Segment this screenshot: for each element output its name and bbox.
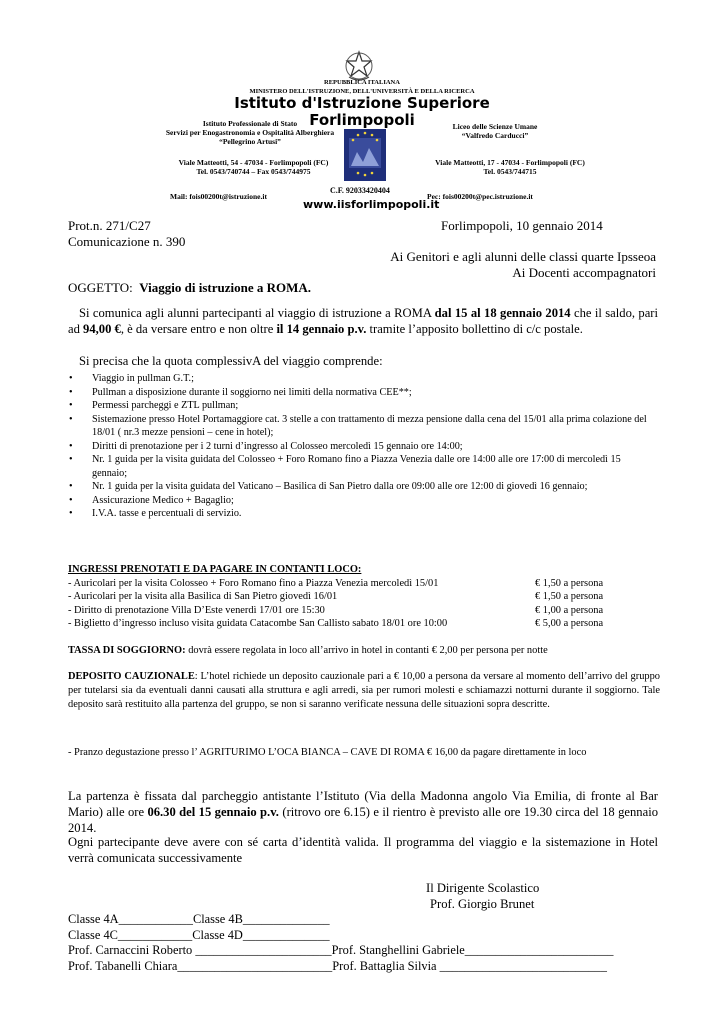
deposit-label: DEPOSITO CAUZIONALE — [68, 671, 195, 682]
list-item: • Pullman a disposizione durante il soggiorno nei limiti della normativa CEE**; — [68, 386, 658, 400]
left-phone: Tel. 0543/740744 – Fax 0543/744975 — [196, 167, 311, 176]
left-school-line2: Servizi per Enogastronomia e Ospitalità Alberghiera — [165, 128, 335, 137]
class-field[interactable]: Classe 4D______________ — [192, 928, 330, 942]
subject-label: OGGETTO: — [68, 280, 133, 295]
recipients-line2: Ai Docenti accompagnatori — [512, 265, 656, 280]
right-school-line2: “Valfredo Carducci” — [461, 131, 529, 140]
ingressi-title: INGRESSI PRENOTATI E DA PAGARE IN CONTANTI LOCO: — [68, 564, 362, 575]
website-link[interactable]: www.iisforlimpopoli.it — [303, 198, 440, 211]
pec-address: Pec: fois00200t@pec.istruzione.it — [427, 192, 533, 201]
ingressi-desc: - Auricolari per la visita alla Basilica di San Pietro giovedì 16/01 — [68, 591, 338, 602]
left-address: Viale Matteotti, 54 - 47034 - Forlimpopoli (FC) — [178, 158, 329, 167]
teacher-field[interactable]: Prof. Battaglia Silvia ___________________________ — [332, 959, 607, 973]
institute-name: Istituto d'Istruzione Superiore — [234, 94, 490, 112]
ingressi-price: € 1,50 a persona — [535, 591, 604, 602]
teacher-row — [68, 958, 607, 974]
intro-paragraph — [68, 305, 658, 337]
intro-dates: dal 15 al 18 gennaio 2014 — [434, 306, 571, 320]
fiscal-code: C.F. 92033420404 — [330, 186, 390, 195]
list-item: • Assicurazione Medico + Bagaglio; — [68, 494, 658, 508]
left-school-line1: Istituto Professionale di Stato — [202, 119, 298, 128]
left-contact-block — [166, 158, 341, 176]
right-school-block — [425, 122, 565, 140]
departure-text-a: La partenza è fissata dal parcheggio antistante l’Istituto (Via della Madonna angolo Via Emilia, di fronte al Bar Mario) alle ore — [68, 789, 658, 819]
ingressi-desc: - Diritto di prenotazione Villa D’Este venerdì 17/01 ore 15:30 — [68, 604, 325, 616]
ingressi-desc: - Auricolari per la visita Colosseo + Foro Romano fino a Piazza Venezia mercoledì 15/01 — [68, 577, 439, 589]
left-school-block — [150, 119, 350, 146]
communication-number: Comunicazione n. 390 — [68, 234, 186, 249]
intro-deadline: il 14 gennaio p.v. — [276, 322, 367, 336]
teacher-field[interactable]: Prof. Tabanelli Chiara_________________________ — [68, 959, 333, 973]
class-row — [68, 927, 330, 943]
class-field[interactable]: Classe 4C____________ — [68, 928, 193, 942]
departure-paragraph — [68, 788, 658, 836]
table-row — [68, 617, 658, 631]
departure-text-c: (ritrovo ore 6.15) e il rientro è previsto alle ore 19.30 circa del 18 gennaio 2014. — [68, 805, 658, 835]
ministry-label: MINISTERO DELL'ISTRUZIONE, DELL'UNIVERSITÀ E DELLA RICERCA — [249, 88, 475, 95]
intro-amount: 94,00 € — [83, 322, 121, 336]
intro-text-a: Si comunica agli alunni partecipanti al viaggio di istruzione a ROMA — [79, 306, 435, 320]
class-field[interactable]: Classe 4A____________ — [68, 912, 193, 926]
right-address: Viale Matteotti, 17 - 47034 - Forlimpopoli (FC) — [435, 158, 585, 167]
left-school-line3: “Pellegrino Artusi” — [219, 137, 281, 146]
list-item: • Viaggio in pullman G.T.; — [68, 372, 658, 386]
list-item: • Permessi parcheggi e ZTL pullman; — [68, 399, 658, 413]
ingressi-price: € 5,00 a persona — [535, 618, 604, 629]
teacher-field[interactable]: Prof. Carnaccini Roberto ______________________ — [68, 943, 332, 957]
list-item: • Diritti di prenotazione per i 2 turni d’ingresso al Colosseo mercoledì 15 gennaio ore 14:00; — [68, 440, 658, 454]
deposit-paragraph — [68, 670, 660, 713]
table-row — [68, 577, 658, 591]
list-item: • I.V.A. tasse e percentuali di servizio. — [68, 507, 658, 521]
mail-address: Mail: fois00200t@istruzione.it — [170, 192, 267, 201]
subject-line — [68, 280, 311, 296]
teacher-row — [68, 942, 613, 958]
intro-text-g: tramite l’apposito bollettino di c/c postale. — [366, 322, 583, 336]
class-field[interactable]: Classe 4B______________ — [192, 912, 330, 926]
institute-city: Forlimpopoli — [309, 111, 415, 129]
right-school-line1: Liceo delle Scienze Umane — [452, 122, 538, 131]
included-intro: Si precisa che la quota complessivA del viaggio comprende: — [79, 354, 383, 368]
class-row — [68, 911, 330, 927]
recipients-line1: Ai Genitori e agli alunni delle classi quarte Ipsseoa — [390, 249, 656, 264]
deposit-text: : L’hotel richiede un deposito cauzionale pari a € 10,00 a persona da versare al momento dell’arrivo del gruppo per tutelarsi sia da eventuali danni causati alla struttura e agli arredi, sia per rumori molesti e schiamazzi notturni durante il soggiorno. Tale deposito sarà restituito alla partenza del gruppo, se non si saranno verificate nessuna delle situazioni sopra descritte. — [68, 671, 660, 711]
subject-text: Viaggio di istruzione a ROMA. — [139, 280, 312, 295]
table-row — [68, 604, 658, 618]
intro-text-e: , è da versare entro e non oltre — [120, 322, 277, 336]
list-item: • Nr. 1 guida per la visita guidata del Colosseo + Foro Romano fino a Piazza Venezia dalle ore 14:00 alle ore 17:00 di mercoledì 15 gennaio; — [68, 453, 658, 480]
signature-name: Prof. Giorgio Brunet — [430, 897, 535, 911]
included-items-list — [68, 372, 658, 521]
right-contact-block — [425, 158, 595, 176]
tourist-tax-paragraph — [68, 644, 660, 658]
italian-republic-emblem-icon — [344, 50, 374, 82]
signature-role: Il Dirigente Scolastico — [426, 881, 540, 895]
right-phone: Tel. 0543/744715 — [483, 167, 537, 176]
tourist-tax-text: dovrà essere regolata in loco all’arrivo in hotel in contanti € 2,00 per persona per notte — [185, 645, 548, 656]
ingressi-price: € 1,50 a persona — [535, 577, 604, 589]
id-document-paragraph: Ogni partecipante deve avere con sé carta d’identità valida. Il programma del viaggio e la sistemazione in Hotel verrà comunicata successivamente — [68, 835, 658, 865]
ingressi-price: € 1,00 a persona — [535, 604, 604, 616]
table-row — [68, 590, 658, 604]
republic-label: REPUBBLICA ITALIANA — [324, 79, 400, 86]
departure-time: 06.30 del 15 gennaio p.v. — [147, 805, 279, 819]
ingressi-desc: - Biglietto d’ingresso incluso visita guidata Catacombe San Callisto sabato 18/01 ore 10:00 — [68, 618, 448, 629]
list-item: • Nr. 1 guida per la visita guidata del Vaticano – Basilica di San Pietro dalla ore 09:00 alle ore 12:00 di giovedì 16 gennaio; — [68, 480, 658, 494]
intro-text-c: che il saldo, pari ad — [68, 306, 658, 336]
ingressi-section — [68, 563, 658, 631]
school-logo-icon — [343, 128, 387, 182]
lunch-paragraph: - Pranzo degustazione presso l’ AGRITURIMO L’OCA BIANCA – CAVE DI ROMA € 16,00 da pagare direttamente in loco — [68, 747, 587, 758]
protocol-number: Prot.n. 271/C27 — [68, 218, 151, 233]
teacher-field[interactable]: Prof. Stanghellini Gabriele________________________ — [331, 943, 614, 957]
document-date: Forlimpopoli, 10 gennaio 2014 — [441, 218, 603, 233]
tourist-tax-label: TASSA DI SOGGIORNO: — [68, 645, 186, 656]
list-item: • Sistemazione presso Hotel Portamaggiore cat. 3 stelle a con trattamento di mezza pensione dalla cena del 15/01 alla prima colazione del 18/01 ( nr.3 mezze pensioni – cene in hotel); — [68, 413, 658, 440]
